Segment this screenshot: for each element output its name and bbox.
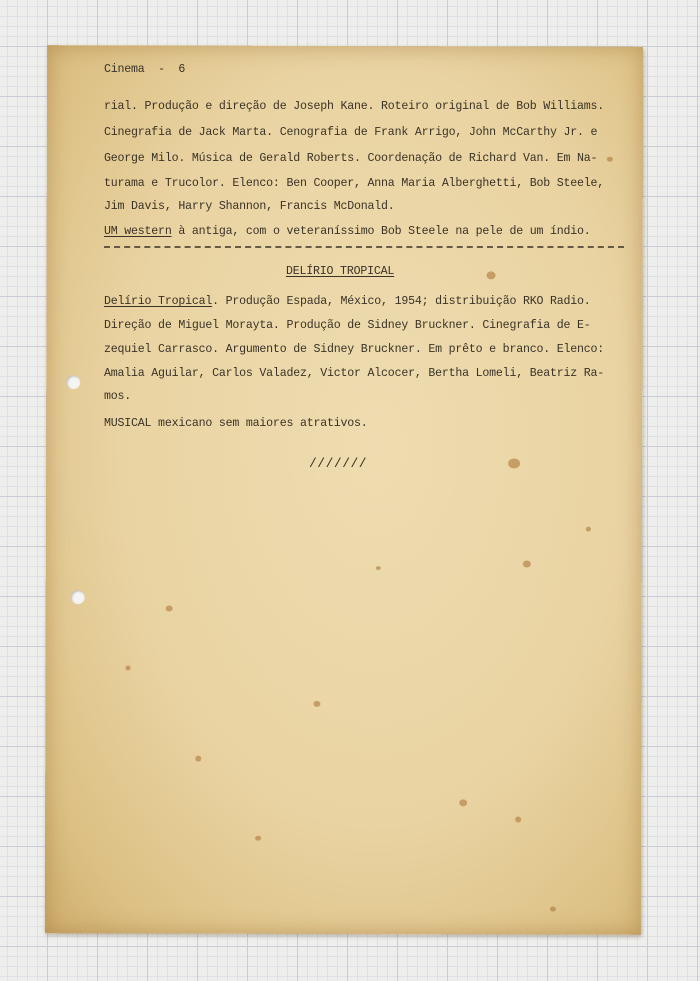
stain <box>459 799 467 806</box>
body-line: Direção de Miguel Morayta. Produção de Sidney Bruckner. Cinegrafia de E- <box>104 319 591 332</box>
punch-hole <box>71 590 85 604</box>
body-line: Jim Davis, Harry Shannon, Francis McDonald. <box>104 200 395 213</box>
body-line: turama e Trucolor. Elenco: Ben Cooper, Anna Maria Alberghetti, Bob Steele, <box>104 177 605 190</box>
stain <box>523 560 531 567</box>
stain <box>508 458 520 468</box>
stain <box>313 701 320 707</box>
stain <box>166 606 173 612</box>
stain <box>255 836 261 841</box>
verdict-line: MUSICAL mexicano sem maiores atrativos. <box>104 417 368 430</box>
stain <box>607 157 613 162</box>
section-title: DELÍRIO TROPICAL <box>286 265 395 278</box>
body-line: George Milo. Música de Gerald Roberts. Coordenação de Richard Van. Em Na- <box>104 152 598 165</box>
body-line: mos. <box>104 390 132 403</box>
stain <box>126 665 131 670</box>
body-line: Cinegrafia de Jack Marta. Cenografia de Frank Arrigo, John McCarthy Jr. e <box>104 126 598 139</box>
body-line: zequiel Carrasco. Argumento de Sidney Bruckner. Em prêto e branco. Elenco: <box>104 343 605 356</box>
stain <box>195 756 201 762</box>
stain <box>550 907 556 912</box>
body-line: rial. Produção e direção de Joseph Kane. Roteiro original de Bob Williams. <box>104 100 605 113</box>
body-line <box>104 296 591 308</box>
verdict-line <box>104 226 591 238</box>
film-title: Delírio Tropical <box>104 295 213 308</box>
stain <box>515 816 521 822</box>
page-header: Cinema - 6 <box>104 63 186 76</box>
end-mark: /////// <box>309 456 368 471</box>
stain <box>487 271 496 279</box>
stain <box>376 566 381 570</box>
verdict-rest: à antiga, com o veteraníssimo Bob Steele na pele de um índio. <box>171 225 591 238</box>
body-line: Amalia Aguilar, Carlos Valadez, Victor Alcocer, Bertha Lomeli, Beatriz Ra- <box>104 367 605 380</box>
verdict-lead: UM western <box>104 225 172 238</box>
punch-hole <box>66 375 80 389</box>
stain <box>586 527 591 532</box>
film-credits: . Produção Espada, México, 1954; distribuição RKO Radio. <box>212 295 591 308</box>
section-divider <box>104 246 624 248</box>
